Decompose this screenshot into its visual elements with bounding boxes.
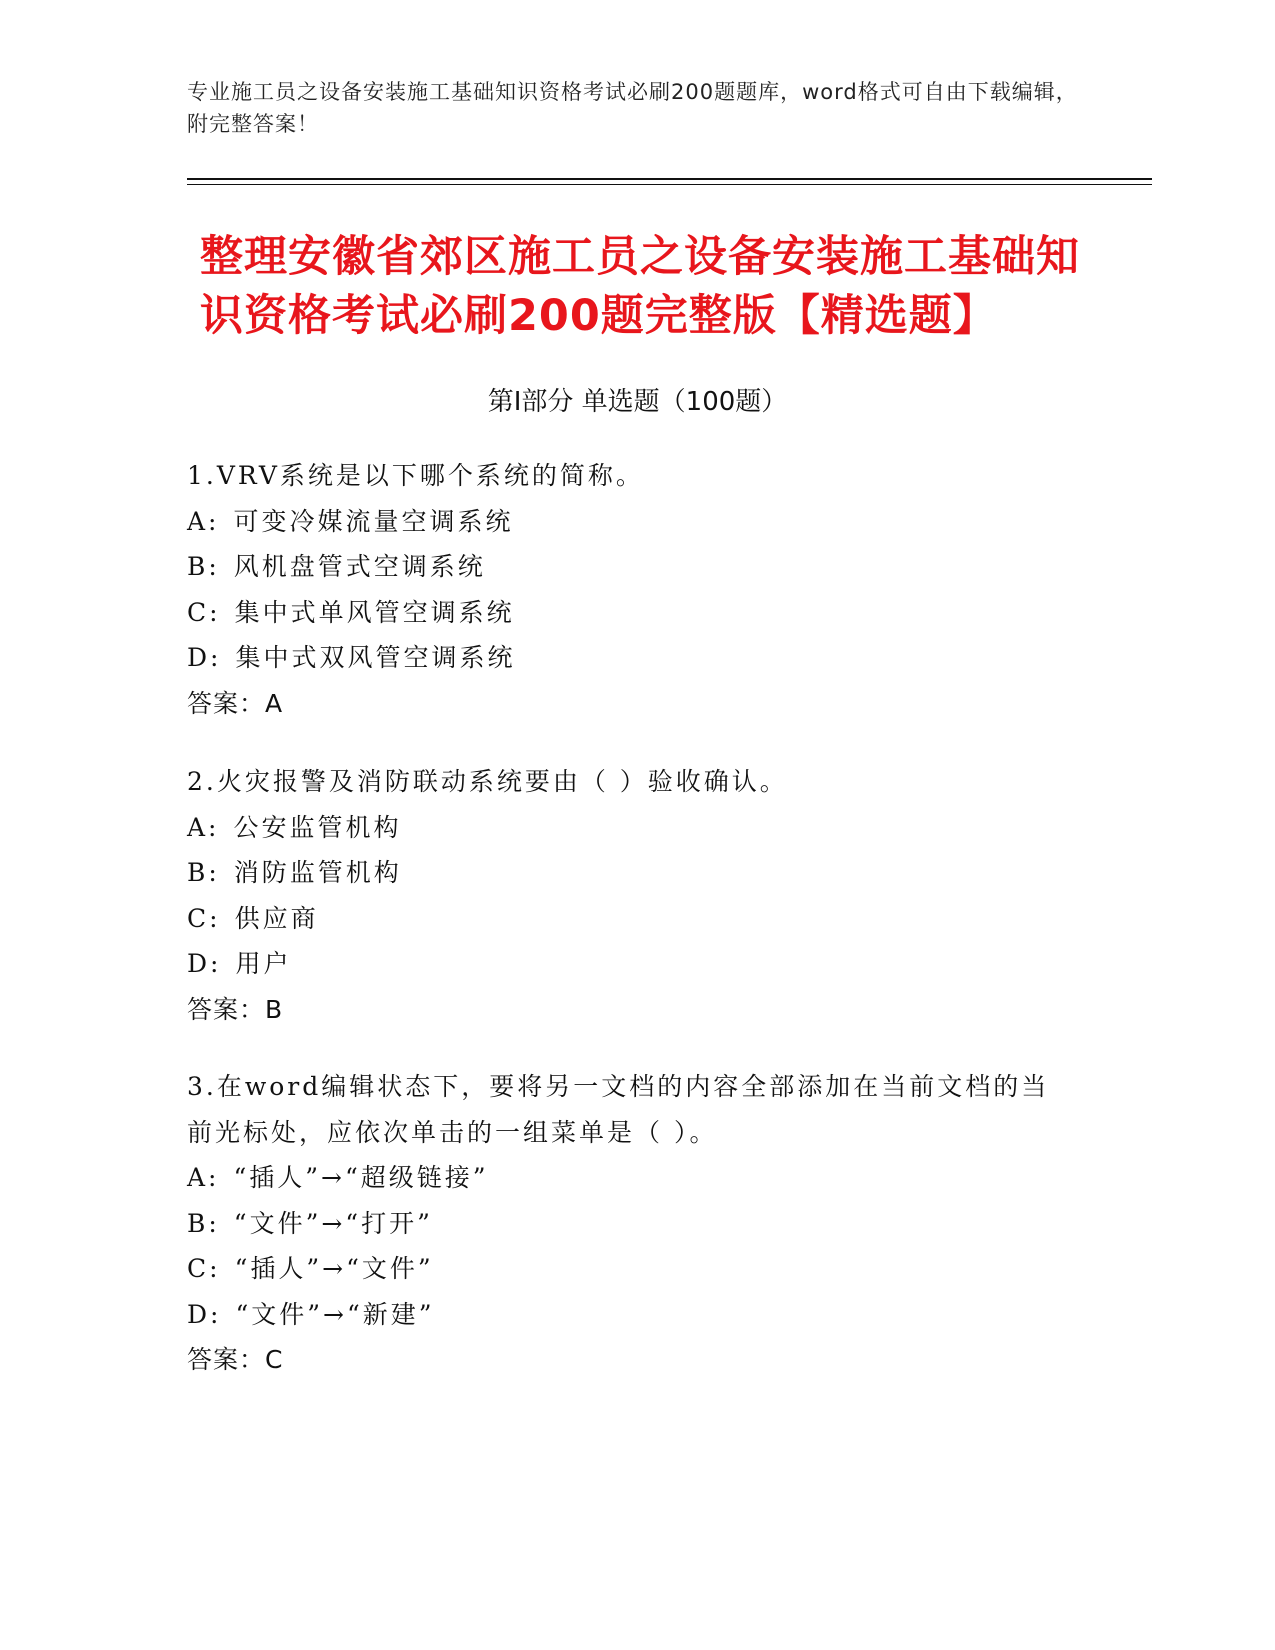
option-b [187,1201,1087,1247]
option-d [187,1292,1087,1338]
answer-line [187,987,1087,1033]
option-d [187,941,1087,987]
option-text: 公安监管机构 [233,812,402,842]
option-label: B: [187,1208,220,1238]
question-1 [187,453,1087,726]
option-b [187,850,1087,896]
option-text: 可变冷媒流量空调系统 [233,506,514,536]
option-text: 集中式双风管空调系统 [235,643,516,672]
question-2 [187,759,1087,1032]
option-label: C: [187,903,221,933]
option-label: B: [187,552,220,581]
option-text: 消防监管机构 [233,858,402,887]
option-text: 供应商 [234,903,319,933]
option-c [187,1246,1087,1292]
option-label: D: [187,1299,222,1329]
option-text: 用户 [235,949,292,978]
question-text: 1.VRV系统是以下哪个系统的简称。 [187,461,644,490]
option-text: 集中式单风管空调系统 [234,597,515,627]
section-heading: 第Ⅰ部分 单选题（100题） [487,387,788,417]
option-text: “文件”→“新建” [235,1299,435,1329]
question-text: 2.火灾报警及消防联动系统要由（ ）验收确认。 [187,767,788,796]
option-label: D: [187,643,222,672]
header-note: 专业施工员之设备安装施工基础知识资格考试必刷200题题库，word格式可自由下载编辑，附完整答案！ [187,80,1078,136]
option-label: A: [187,812,220,842]
answer-value: B [265,994,284,1024]
option-label: C: [187,597,221,627]
option-d [187,635,1087,681]
option-c [187,896,1087,942]
option-text: “文件”→“打开” [233,1208,433,1238]
option-label: D: [187,949,222,978]
header-rule-thin [187,184,1152,185]
answer-prefix: 答案： [187,688,266,718]
option-a [187,499,1087,545]
option-text: “插人”→“文件” [234,1254,434,1283]
answer-line [187,681,1087,727]
option-b [187,544,1087,590]
header-rule-thick [187,178,1152,180]
option-text: “插人”→“超级链接” [233,1163,489,1192]
option-a [187,1155,1087,1201]
option-c [187,590,1087,636]
answer-prefix: 答案： [187,1345,266,1374]
document-title: 整理安徽省郊区施工员之设备安装施工基础知识资格考试必刷200题完整版【精选题】 [200,232,1080,341]
option-label: A: [187,506,220,536]
question-text: 3.在word编辑状态下，要将另一文档的内容全部添加在当前文档的当前光标处，应依次单击的一组菜单是（ ）。 [187,1072,1050,1147]
answer-value: A [265,688,284,718]
answer-line [187,1337,1087,1383]
option-label: C: [187,1254,221,1283]
answer-prefix: 答案： [187,994,266,1024]
answer-value: C [265,1345,284,1374]
question-3 [187,1064,1087,1383]
option-text: 风机盘管式空调系统 [233,552,486,581]
option-label: B: [187,858,220,887]
option-label: A: [187,1163,220,1192]
option-a [187,805,1087,851]
